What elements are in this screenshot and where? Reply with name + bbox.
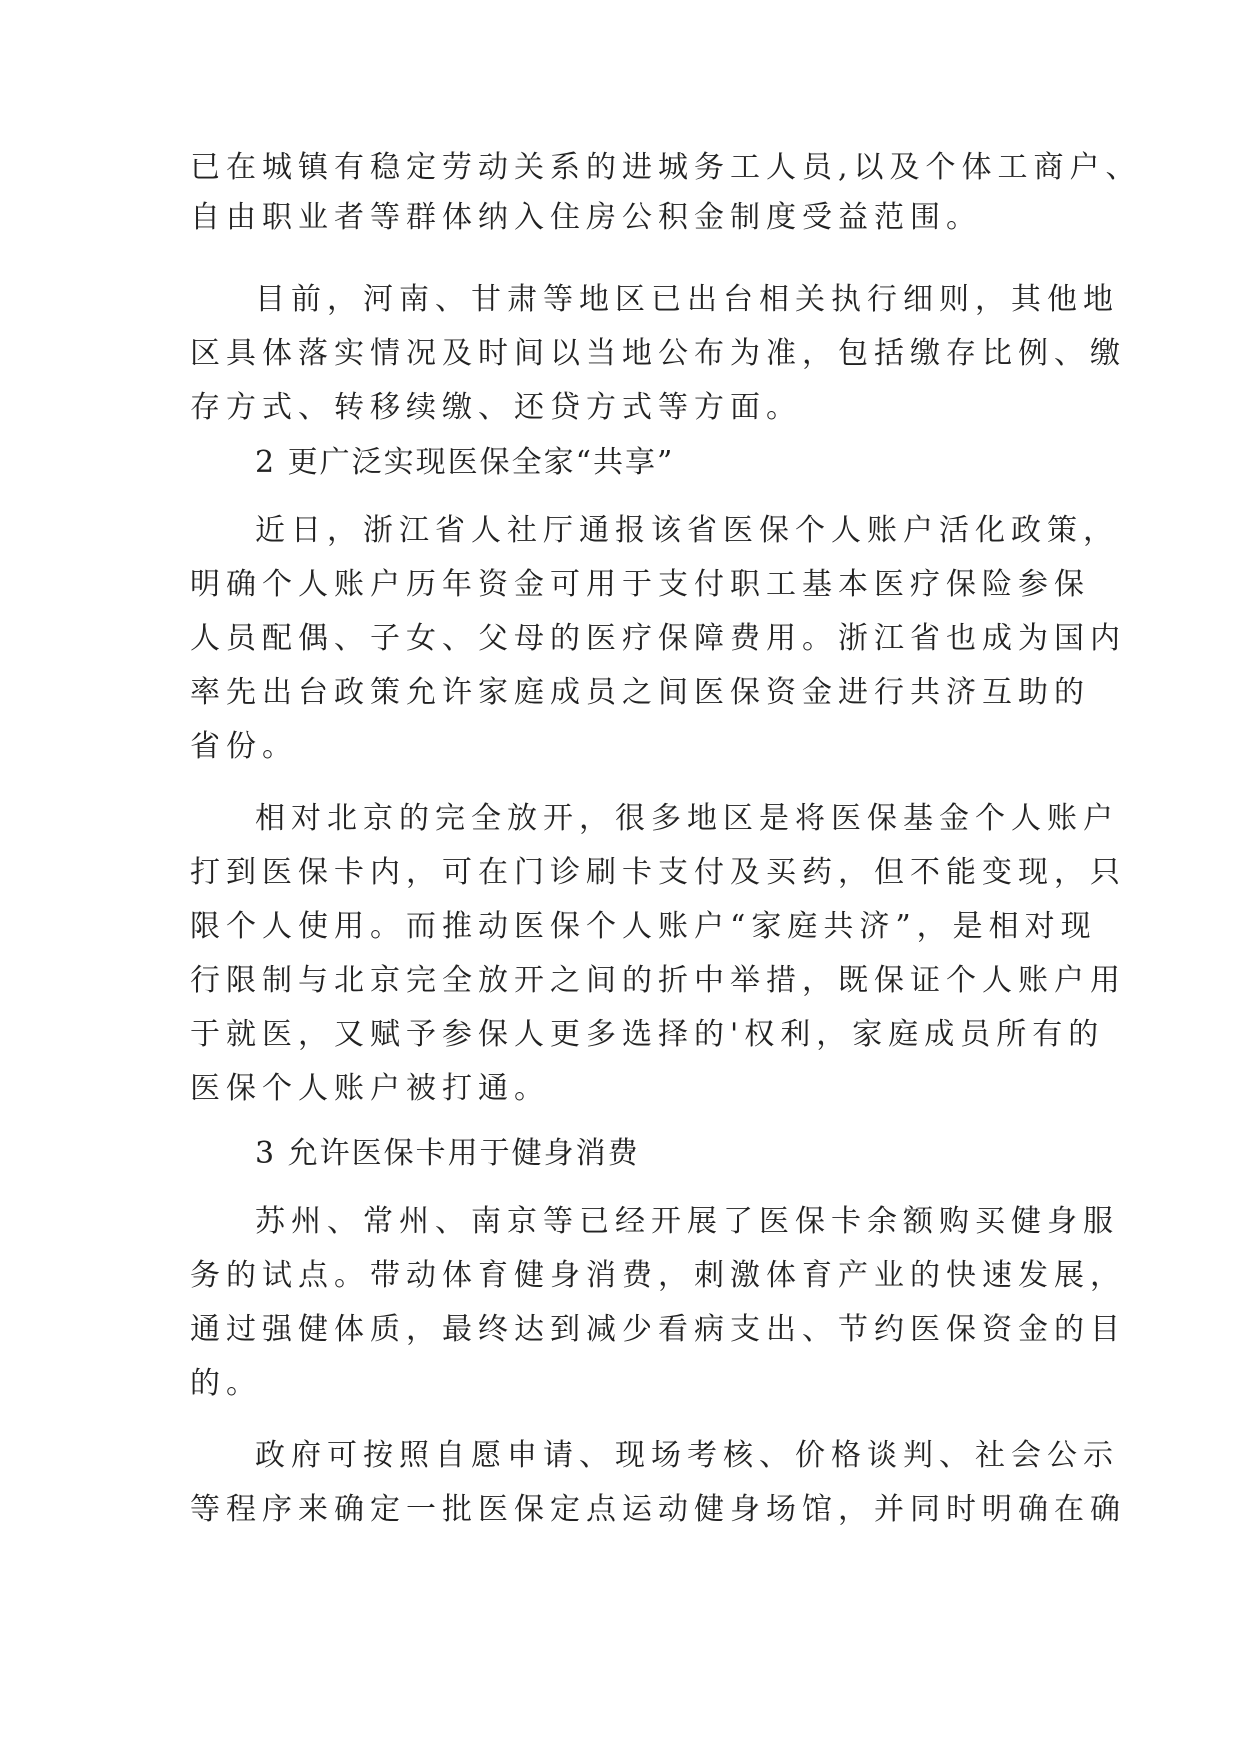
paragraph-line: 自由职业者等群体纳入住房公积金制度受益范围。 [190,200,982,235]
paragraph-line: 相对北京的完全放开，很多地区是将医保基金个人账户 [255,801,1119,836]
paragraph-line: 的。 [190,1366,262,1401]
paragraph-line: 存方式、转移续缴、还贷方式等方面。 [190,390,802,425]
paragraph-line: 近日，浙江省人社厅通报该省医保个人账户活化政策， [255,513,1119,548]
paragraph-line: 务的试点。带动体育健身消费，刺激体育产业的快速发展， [190,1258,1126,1293]
paragraph-line: 区具体落实情况及时间以当地公布为准，包括缴存比例、缴 [190,336,1126,371]
paragraph-line: 通过强健体质，最终达到减少看病支出、节约医保资金的目 [190,1312,1126,1347]
paragraph-line: 已在城镇有稳定劳动关系的进城务工人员,以及个体工商户、 [190,150,1142,185]
paragraph-line: 明确个人账户历年资金可用于支付职工基本医疗保险参保 [190,567,1090,602]
paragraph-line: 等程序来确定一批医保定点运动健身场馆，并同时明确在确 [190,1492,1126,1527]
paragraph-line: 目前，河南、甘肃等地区已出台相关执行细则，其他地 [255,282,1119,317]
section-heading: 2 更广泛实现医保全家“共享” [255,445,675,480]
paragraph-line: 打到医保卡内，可在门诊刷卡支付及买药，但不能变现，只 [190,855,1126,890]
paragraph-line: 省份。 [190,729,298,764]
paragraph-line: 率先出台政策允许家庭成员之间医保资金进行共济互助的 [190,675,1090,710]
paragraph-line: 人员配偶、子女、父母的医疗保障费用。浙江省也成为国内 [190,621,1126,656]
paragraph-line: 医保个人账户被打通。 [190,1071,550,1106]
section-heading: 3 允许医保卡用于健身消费 [255,1136,640,1171]
paragraph-line: 行限制与北京完全放开之间的折中举措，既保证个人账户用 [190,963,1126,998]
paragraph-line: 苏州、常州、南京等已经开展了医保卡余额购买健身服 [255,1204,1119,1239]
paragraph-line: 于就医，又赋予参保人更多选择的'权利，家庭成员所有的 [190,1017,1105,1052]
paragraph-line: 政府可按照自愿申请、现场考核、价格谈判、社会公示 [255,1438,1119,1473]
paragraph-line: 限个人使用。而推动医保个人账户“家庭共济”，是相对现 [190,909,1097,944]
